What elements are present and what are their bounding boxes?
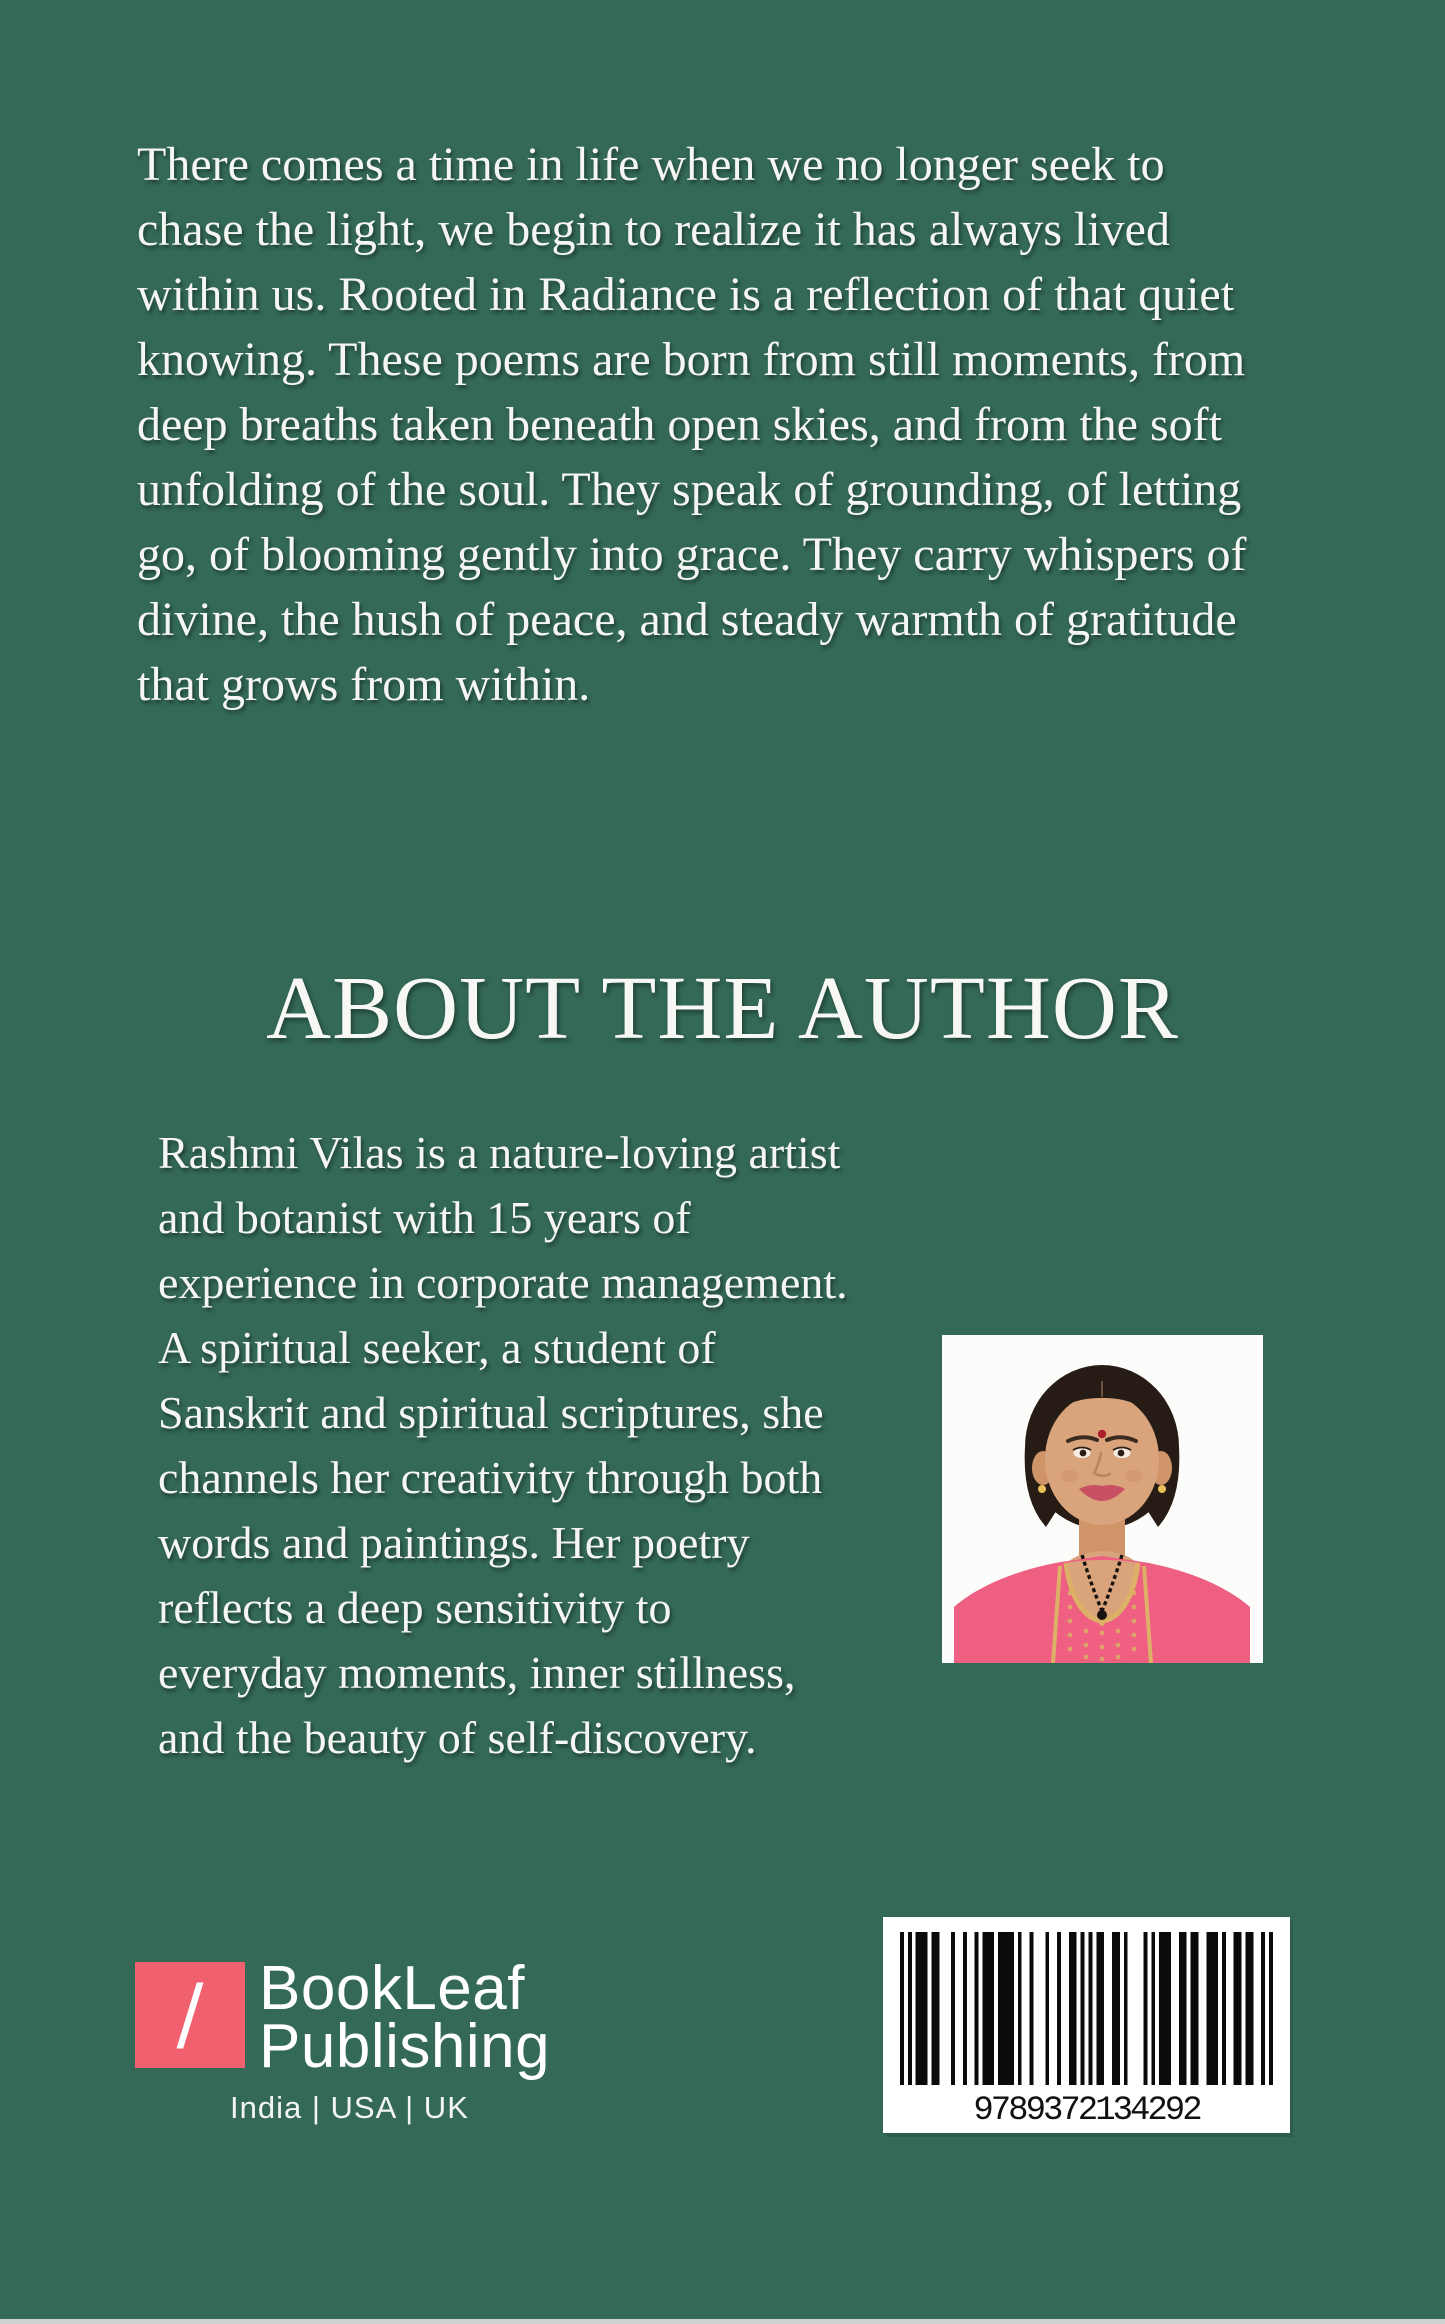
description-line: deep breaths taken beneath open skies, and from the soft xyxy=(137,398,1222,451)
bio-line: and botanist with 15 years of xyxy=(158,1192,691,1243)
description-line: divine, the hush of peace, and steady warmth of gratitude xyxy=(137,593,1237,646)
description-line: There comes a time in life when we no longer seek to xyxy=(137,138,1165,191)
bio-line: channels her creativity through both xyxy=(158,1452,823,1503)
author-portrait-illustration xyxy=(942,1335,1263,1663)
publisher-brand-line1: BookLeaf xyxy=(259,1954,525,2023)
bio-line: and the beauty of self-discovery. xyxy=(158,1712,757,1763)
book-description xyxy=(137,132,1247,717)
bio-line: reflects a deep sensitivity to xyxy=(158,1582,672,1633)
bio-line: experience in corporate management. xyxy=(158,1257,848,1308)
isbn-barcode xyxy=(883,1917,1290,2133)
bio-line: everyday moments, inner stillness, xyxy=(158,1647,796,1698)
bio-line: words and paintings. Her poetry xyxy=(158,1517,750,1568)
description-line: that grows from within. xyxy=(137,658,591,711)
description-line: unfolding of the soul. They speak of grounding, of letting xyxy=(137,463,1242,516)
description-line: within us. Rooted in Radiance is a reflection of that quiet xyxy=(137,268,1235,321)
description-line: chase the light, we begin to realize it has always lived xyxy=(137,203,1170,256)
page-bottom-edge xyxy=(0,2319,1445,2324)
slash-icon: / xyxy=(176,1967,204,2060)
publisher-brand-line2: Publishing xyxy=(259,2012,551,2081)
publisher-brand-name xyxy=(259,1954,551,2081)
publisher-logo-mark xyxy=(135,1962,245,2068)
bio-line: Rashmi Vilas is a nature-loving artist xyxy=(158,1127,841,1178)
description-line: go, of blooming gently into grace. They carry whispers of xyxy=(137,528,1247,581)
bio-line: A spiritual seeker, a student of xyxy=(158,1322,716,1373)
about-the-author-heading: ABOUT THE AUTHOR xyxy=(266,959,1179,1058)
author-bio xyxy=(158,1120,848,1770)
bio-line: Sanskrit and spiritual scriptures, she xyxy=(158,1387,824,1438)
barcode-bars xyxy=(900,1932,1273,2085)
isbn-number: 9789372134292 xyxy=(973,2092,1200,2130)
author-photo xyxy=(942,1335,1263,1663)
description-line: knowing. These poems are born from still moments, from xyxy=(137,333,1246,386)
publisher-regions: India | USA | UK xyxy=(230,2090,469,2125)
